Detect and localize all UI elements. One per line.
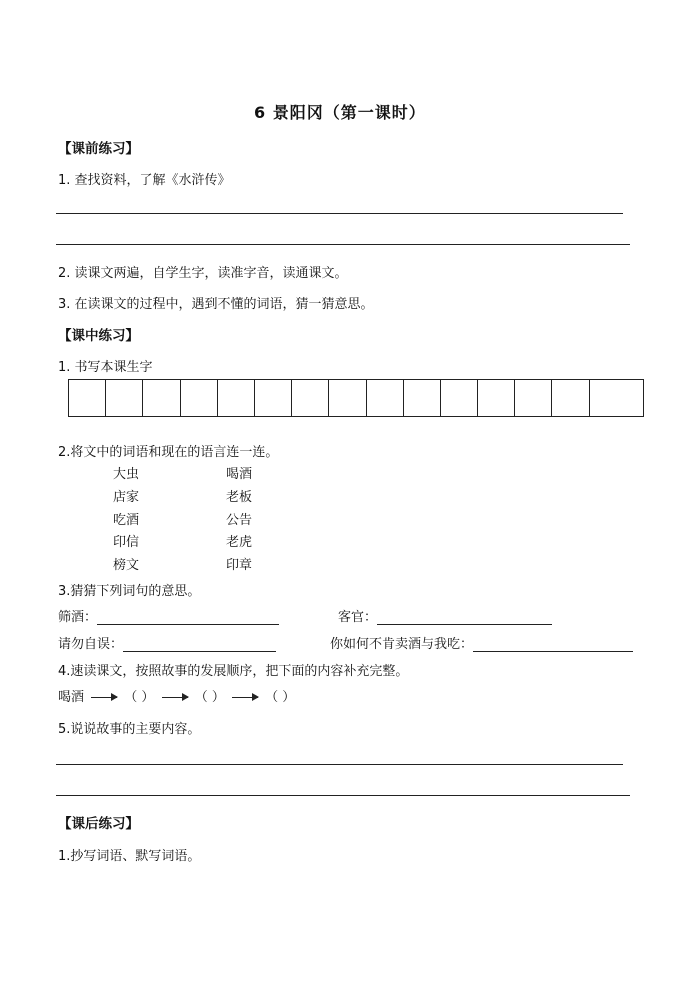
guess-label: 客官：	[338, 610, 378, 625]
section-heading-mid: 【课中练习】	[58, 328, 139, 344]
writing-cell[interactable]	[478, 380, 515, 416]
sequence-blank[interactable]: （ ）	[124, 690, 155, 705]
match-right-item: 公告	[226, 513, 253, 528]
writing-cell[interactable]	[218, 380, 255, 416]
writing-cell[interactable]	[106, 380, 143, 416]
guess-label: 请勿自误：	[58, 637, 124, 652]
match-right-item: 印章	[226, 558, 253, 573]
sequence-start: 喝酒	[58, 690, 85, 705]
guess-row-c	[58, 633, 276, 652]
guess-row-b	[338, 606, 552, 625]
writing-cell[interactable]	[367, 380, 404, 416]
writing-cell[interactable]	[69, 380, 106, 416]
mid-question-2: 2.将文中的词语和现在的语言连一连。	[58, 445, 279, 460]
guess-row-a	[58, 606, 279, 625]
pre-question-1: 1. 查找资料，了解《水浒传》	[58, 173, 231, 188]
post-question-1: 1.抄写词语、默写词语。	[58, 849, 201, 864]
writing-cell[interactable]	[292, 380, 329, 416]
guess-label: 筛酒：	[58, 610, 98, 625]
writing-cell[interactable]	[441, 380, 478, 416]
writing-cell[interactable]	[181, 380, 218, 416]
writing-cell[interactable]	[329, 380, 366, 416]
answer-line	[56, 213, 623, 214]
mid-question-1: 1. 书写本课生字	[58, 360, 153, 375]
page-title: 6 景阳冈（第一课时）	[254, 103, 426, 122]
match-left-item: 吃酒	[113, 513, 140, 528]
writing-cell[interactable]	[255, 380, 292, 416]
guess-answer-line[interactable]	[123, 637, 276, 652]
arrow-right-icon	[91, 697, 117, 698]
mid-question-4: 4.速读课文，按照故事的发展顺序，把下面的内容补充完整。	[58, 664, 409, 679]
answer-line	[56, 764, 623, 765]
section-heading-pre: 【课前练习】	[58, 141, 139, 157]
pre-question-2: 2. 读课文两遍，自学生字，读准字音，读通课文。	[58, 266, 348, 281]
mid-question-5: 5.说说故事的主要内容。	[58, 722, 201, 737]
writing-cell[interactable]	[515, 380, 552, 416]
match-right-item: 老板	[226, 490, 253, 505]
writing-cell[interactable]	[552, 380, 589, 416]
match-left-item: 大虫	[113, 467, 140, 482]
guess-label: 你如何不肯卖酒与我吃：	[330, 637, 474, 652]
sequence-blank[interactable]: （ ）	[265, 690, 296, 705]
writing-grid	[68, 379, 644, 417]
writing-cell[interactable]	[404, 380, 441, 416]
arrow-right-icon	[162, 697, 188, 698]
sequence-row	[58, 686, 295, 705]
section-heading-post: 【课后练习】	[58, 816, 139, 832]
mid-question-3: 3.猜猜下列词句的意思。	[58, 584, 201, 599]
match-right-item: 老虎	[226, 535, 253, 550]
match-left-item: 印信	[113, 535, 140, 550]
writing-cell[interactable]	[590, 380, 627, 416]
answer-line	[56, 244, 630, 245]
match-left-item: 店家	[113, 490, 140, 505]
guess-answer-line[interactable]	[473, 637, 633, 652]
answer-line	[56, 795, 630, 796]
guess-answer-line[interactable]	[97, 610, 279, 625]
guess-answer-line[interactable]	[377, 610, 552, 625]
guess-row-d	[330, 633, 633, 652]
match-right-item: 喝酒	[226, 467, 253, 482]
arrow-right-icon	[232, 697, 258, 698]
sequence-blank[interactable]: （ ）	[194, 690, 225, 705]
writing-cell[interactable]	[143, 380, 180, 416]
pre-question-3: 3. 在读课文的过程中，遇到不懂的词语，猜一猜意思。	[58, 297, 374, 312]
match-left-item: 榜文	[113, 558, 140, 573]
